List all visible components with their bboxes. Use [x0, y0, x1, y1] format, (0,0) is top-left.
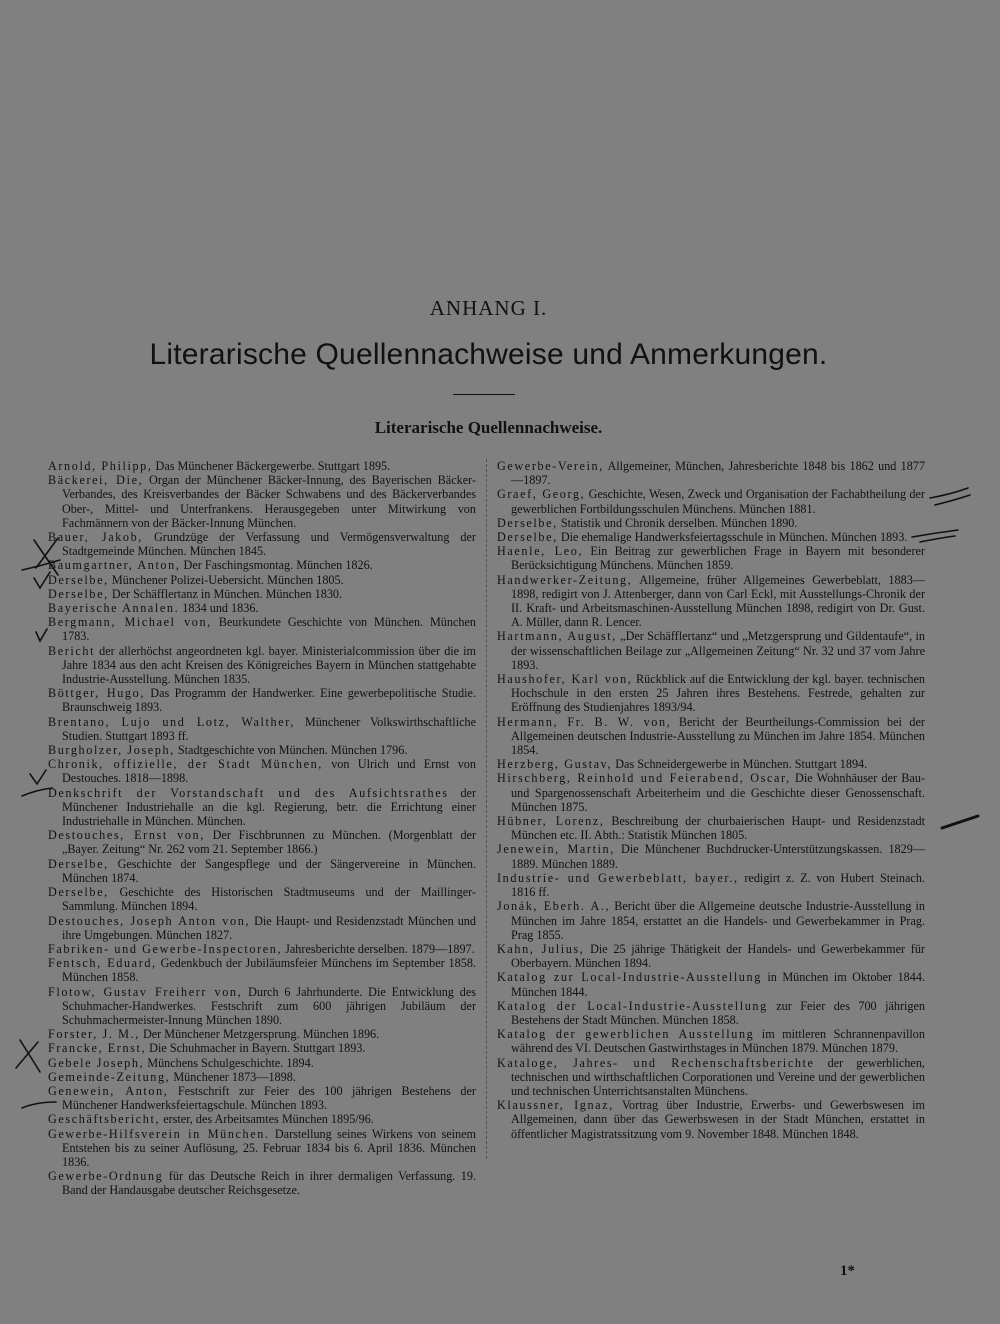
entry-author: Bauer, Jakob,	[48, 530, 143, 545]
entry-author: Gewerbe-Ordnung	[48, 1169, 164, 1184]
bibliography-entry	[48, 1070, 476, 1084]
entry-author: Forster, J. M.,	[48, 1027, 140, 1042]
entry-text: Stadtgeschichte von München. München 1796.	[174, 743, 408, 758]
entry-text: Die Münchener Buchdrucker-Unterstützungskassen. 1829—1889. München 1889.	[511, 842, 926, 871]
entry-text: „Der Schäfflertanz“ und „Metzgersprung und Gildentaufe“, in der wissenschaftlichen Beilage zur „Allgemeinen Zeitung“ Nr. 32 und 37 vom Jahre 1893.	[511, 629, 925, 672]
entry-author: Kataloge, Jahres- und Rechenschaftsberichte	[497, 1055, 815, 1070]
entry-author: Derselbe,	[497, 530, 558, 545]
entry-author: Handwerker-Zeitung,	[497, 572, 633, 587]
entry-text: Durch 6 Jahrhunderte. Die Entwicklung des Schuhmacher-Handwerkes. Festschrift zum 600 jährigen Jubiläum der Schuhmachermeister-Innung München 1890.	[62, 984, 476, 1027]
entry-author: Hübner, Lorenz,	[497, 814, 605, 829]
entry-text: 1834 und 1836.	[179, 601, 259, 616]
bibliography-entry	[497, 1056, 925, 1099]
entry-text: redigirt z. Z. von Hubert Steinach. 1816 ff.	[511, 870, 925, 900]
bibliography-entry	[48, 1041, 476, 1055]
entry-author: Denkschrift der Vorstandschaft und des Aufsichtsrathes	[48, 785, 449, 800]
bibliography-entry	[48, 1084, 476, 1112]
bibliography-entry	[497, 842, 925, 870]
entry-author: Derselbe,	[497, 515, 558, 530]
entry-text: Münchens Schulgeschichte. 1894.	[144, 1055, 314, 1070]
bibliography-entry	[48, 644, 476, 687]
entry-text: Das Münchener Bäckergewerbe. Stuttgart 1895.	[152, 459, 391, 473]
bibliography-entry	[48, 985, 476, 1028]
entry-text: Darstellung seines Wirkens von seinem Entstehen bis zu seiner Auflösung, 25. Februar 1834 bis 6. April 1836. München 1836.	[62, 1126, 477, 1169]
entry-text: Geschichte der Sangespflege und der Sängervereine in München. München 1874.	[62, 856, 476, 885]
entry-author: Industrie- und Gewerbeblatt, bayer.,	[497, 870, 739, 885]
entry-text: Beschreibung der churbaierischen Haupt- und Residenzstadt München etc. II. Abth.: Statistik München 1805.	[511, 814, 925, 843]
entry-author: Derselbe,	[48, 572, 109, 587]
page-number: 1*	[840, 1263, 855, 1279]
entry-text: Bericht über die Allgemeine deutsche Industrie-Ausstellung in München im Jahre 1854, erstattet an die Handels- und Gewerbekammer in Prag. Prag 1855.	[511, 899, 925, 942]
entry-text: Die Wohnhäuser der Bau- und Spargenossenschaft Arbeiterheim und die Geschichte dieser Genossenschaft. München 1875.	[511, 771, 925, 814]
entry-author: Brentano, Lujo und Lotz, Walther,	[48, 714, 296, 729]
bibliography-entry	[48, 1027, 476, 1041]
bibliography-entry	[48, 828, 476, 856]
entry-text: Allgemeine, früher Allgemeines Gewerbeblatt, 1883—1898, redigirt von J. Attenberger, dann von Carl Eckl, mit Ausstellungs-Chronik der II. Kraft- und Arbeitsmaschinen-Ausstellung München 1898, redigirt von Dr. Gust. A. Müller, dann R. Lencer.	[511, 572, 925, 630]
left-column	[48, 459, 476, 1198]
bibliography-entry	[48, 459, 476, 473]
entry-author: Hartmann, August,	[497, 629, 617, 644]
entry-text: Die ehemalige Handwerksfeiertagsschule in München. München 1893.	[557, 530, 908, 545]
entry-author: Herzberg, Gustav,	[497, 757, 613, 772]
entry-text: für das Deutsche Reich in ihrer dermaligen Verfassung. 19. Band der Handausgabe deutscher Reichsgesetze.	[62, 1169, 476, 1198]
entry-text: Ein Beitrag zur gewerblichen Frage in Bayern mit besonderer Berücksichtigung Münchens. München 1859.	[511, 544, 925, 573]
bibliography-entry	[48, 1127, 476, 1170]
entry-text: zur Feier des 700 jährigen Bestehens der Stadt München. München 1858.	[511, 998, 925, 1027]
bibliography-entry	[497, 1098, 925, 1141]
entry-text: der gewerblichen, technischen und wirthschaftlichen Corporationen und Vereine und der gewerblichen und technischen Unterrichtsanstalten Münchens.	[511, 1055, 925, 1098]
bibliography-entry	[497, 1027, 925, 1055]
entry-author: Haushofer, Karl von,	[497, 672, 633, 687]
entry-author: Bäckerei, Die,	[48, 473, 144, 488]
entry-text: Gedenkbuch der Jubiläumsfeier Münchens im September 1858. München 1858.	[62, 956, 476, 985]
entry-text: der allerhöchst angeordneten kgl. bayer. Ministerialcommission über die im Jahre 1834 aus den acht Kreisen des Königreiches Bayern in München stattgehabte Industrie-Ausstellung. München 1835.	[62, 643, 476, 687]
bibliography-entry	[48, 1169, 476, 1197]
entry-text: Die Schuhmacher in Bayern. Stuttgart 1893.	[146, 1041, 366, 1056]
entry-text: Allgemeiner, München, Jahresberichte 1848 bis 1862 und 1877—1897.	[511, 459, 925, 488]
entry-author: Derselbe,	[48, 856, 109, 871]
entry-text: Das Programm der Handwerker. Eine gewerbepolitische Studie. Braunschweig 1893.	[62, 686, 476, 715]
entry-text: Festschrift zur Feier des 100 jährigen Bestehens der Münchener Handwerksfeiertagschule. München 1893.	[62, 1083, 476, 1113]
entry-author: Chronik, offizielle, der Stadt München,	[48, 757, 323, 772]
entry-author: Derselbe,	[48, 586, 109, 601]
entry-author: Klaussner, Ignaz,	[497, 1098, 614, 1113]
entry-author: Böttger, Hugo,	[48, 686, 145, 701]
entry-author: Katalog der Local-Industrie-Ausstellung	[497, 998, 768, 1013]
entry-author: Flotow, Gustav Freiherr von,	[48, 984, 243, 999]
entry-author: Bericht	[48, 643, 96, 658]
entry-text: von Ulrich und Ernst von Destouches. 1818—1898.	[62, 757, 476, 786]
entry-author: Fentsch, Eduard,	[48, 956, 157, 971]
entry-author: Gemeinde-Zeitung,	[48, 1069, 171, 1084]
entry-text: in München im Oktober 1844. München 1844.	[511, 970, 925, 999]
bibliography-entry	[48, 1112, 476, 1126]
entry-author: Kahn, Julius,	[497, 941, 585, 956]
bibliography-entry	[48, 573, 476, 587]
entry-author: Geschäftsbericht,	[48, 1112, 161, 1127]
entry-text: Bericht der Beurtheilungs-Commission bei der Allgemeinen deutschen Industrie-Ausstellung zu München im Jahre 1854. München 1854.	[511, 714, 925, 758]
entry-author: Katalog der gewerblichen Ausstellung	[497, 1027, 755, 1042]
bibliography-entry	[48, 885, 476, 913]
bibliography-entry	[497, 757, 925, 771]
bibliography-entry	[497, 814, 925, 842]
bibliography-entry	[497, 771, 925, 814]
entry-text: Beurkundete Geschichte von München. München 1783.	[62, 615, 476, 644]
entry-author: Derselbe,	[48, 885, 109, 900]
bibliography-entry	[48, 956, 476, 984]
section-subtitle: Literarische Quellennachweise.	[374, 418, 603, 437]
bibliography-entry	[48, 857, 476, 885]
title-rule	[453, 394, 515, 395]
bibliography-entry	[497, 715, 925, 758]
page-title: Literarische Quellennachweise und Anmerkungen.	[149, 338, 828, 371]
entry-author: Jenewein, Martin,	[497, 842, 615, 857]
bibliography-entry	[48, 473, 476, 530]
entry-text: Rückblick auf die Entwicklung der kgl. bayer. technischen Hochschule in den ersten 25 Jahren ihres Bestehens. Festrede, gehalten zur Eröffnung des Studienjahres 1893/94.	[511, 672, 925, 715]
entry-author: Hermann, Fr. B. W. von,	[497, 714, 672, 729]
bibliography-entry	[497, 942, 925, 970]
bibliography-entry	[497, 871, 925, 899]
entry-text: Der Schäfflertanz in München. München 1830.	[108, 586, 343, 601]
entry-text: erster, des Arbeitsamtes München 1895/96.	[160, 1112, 374, 1127]
entry-author: Hirschberg, Reinhold und Feierabend, Oscar,	[497, 771, 791, 786]
entry-author: Graef, Georg,	[497, 487, 586, 502]
entry-text: Statistik und Chronik derselben. München 1890.	[557, 515, 798, 530]
entry-text: Organ der Münchener Bäcker-Innung, des Bayerischen Bäcker-Verbandes, des Kreisverbandes der Bäcker Schwabens und des Bäckerverbandes Ober-, Mittel- und Unterfrankens. Herausgegeben unter Mitwirkung von Fachmännern von der Bäcker-Innung München.	[62, 473, 477, 530]
entry-author: Baumgartner, Anton,	[48, 558, 181, 573]
entry-text: Geschichte, Wesen, Zweck und Organisation der Fachabtheilung der gewerblichen Fortbildungsschulen Münchens. München 1881.	[511, 487, 925, 516]
entry-author: Arnold, Philipp,	[48, 459, 153, 473]
bibliography-entry	[48, 1056, 476, 1070]
entry-text: Der Faschingsmontag. München 1826.	[180, 558, 373, 573]
bibliography-entry	[497, 899, 925, 942]
bibliography-entry	[497, 487, 925, 515]
entry-author: Destouches, Ernst von,	[48, 828, 205, 843]
column-divider	[486, 459, 487, 1159]
bibliography-entry	[48, 942, 476, 956]
entry-author: Gebele Joseph,	[48, 1055, 145, 1070]
bibliography-entry	[48, 601, 476, 615]
bibliography-entry	[48, 715, 476, 743]
entry-text: Vortrag über Industrie, Erwerbs- und Gewerbswesen im Allgemeinen, dann über das Gewerbswesen in der Stadt München, erstattet in öffentlicher Magistratssitzung vom 9. November 1848. München 1848.	[511, 1098, 925, 1141]
entry-author: Francke, Ernst,	[48, 1041, 147, 1056]
bibliography-entry	[497, 629, 925, 672]
anhang-heading: ANHANG I.	[429, 296, 548, 320]
entry-author: Fabriken- und Gewerbe-Inspectoren,	[48, 941, 283, 956]
entry-text: Die 25 jährige Thätigkeit der Handels- und Gewerbekammer für Oberbayern. München 1894.	[511, 941, 925, 971]
entry-text: Grundzüge der Verfassung und Vermögensverwaltung der Stadtgemeinde München. München 1845.	[62, 530, 476, 559]
entry-author: Katalog zur Local-Industrie-Ausstellung	[497, 970, 762, 985]
entry-text: Jahresberichte derselben. 1879—1897.	[282, 941, 475, 956]
bibliography-entry	[497, 999, 925, 1027]
bibliography-entry	[48, 757, 476, 785]
entry-text: Der Fischbrunnen zu München. (Morgenblatt der „Bayer. Zeitung“ Nr. 262 vom 21. September 1866.)	[62, 828, 477, 857]
bibliography-entry	[497, 459, 925, 487]
entry-text: der Münchener Industriehalle an die kgl. Regierung, betr. die Errichtung einer Industriehalle in München. München.	[62, 785, 477, 829]
entry-text: Das Schneidergewerbe in München. Stuttgart 1894.	[612, 757, 868, 772]
bibliography-entry	[48, 558, 476, 572]
bibliography-entry	[497, 516, 925, 530]
entry-author: Gewerbe-Hilfsverein in München.	[48, 1126, 270, 1141]
bibliography-entry	[497, 672, 925, 715]
entry-text: im mittleren Schrannenpavillon während des VI. Deutschen Gastwirthstages in München 1879. München 1879.	[511, 1027, 925, 1056]
bibliography-entry	[48, 615, 476, 643]
bibliography-entry	[48, 587, 476, 601]
bibliography-entry	[497, 573, 925, 630]
entry-text: Münchener Polizei-Uebersicht. München 1805.	[108, 572, 344, 587]
entry-author: Haenle, Leo,	[497, 544, 584, 559]
entry-text: Geschichte des Historischen Stadtmuseums und der Maillinger-Sammlung. München 1894.	[62, 885, 476, 914]
bibliography-entry	[497, 970, 925, 998]
bibliography-entry	[497, 530, 925, 544]
bibliography-entry	[48, 686, 476, 714]
entry-author: Genewein, Anton,	[48, 1083, 169, 1098]
entry-author: Bayerische Annalen.	[48, 601, 180, 616]
right-column	[497, 459, 925, 1141]
bibliography-entry	[48, 914, 476, 942]
bibliography-entry	[497, 544, 925, 572]
entry-text: Münchener 1873—1898.	[170, 1069, 296, 1084]
entry-text: Der Münchener Metzgersprung. München 1896.	[139, 1027, 380, 1042]
bibliography-entry	[48, 530, 476, 558]
entry-author: Gewerbe-Verein,	[497, 459, 604, 473]
entry-author: Destouches, Joseph Anton von,	[48, 913, 251, 928]
entry-author: Burgholzer, Joseph,	[48, 743, 175, 758]
bibliography-entry	[48, 743, 476, 757]
entry-text: Die Haupt- und Residenzstadt München und ihre Umgebungen. München 1827.	[62, 913, 476, 942]
entry-author: Bergmann, Michael von,	[48, 615, 212, 630]
entry-text: Münchener Volkswirthschaftliche Studien. Stuttgart 1893 ff.	[62, 714, 476, 743]
entry-author: Jonák, Eberh. A.,	[497, 899, 611, 914]
bibliography-entry	[48, 786, 476, 829]
